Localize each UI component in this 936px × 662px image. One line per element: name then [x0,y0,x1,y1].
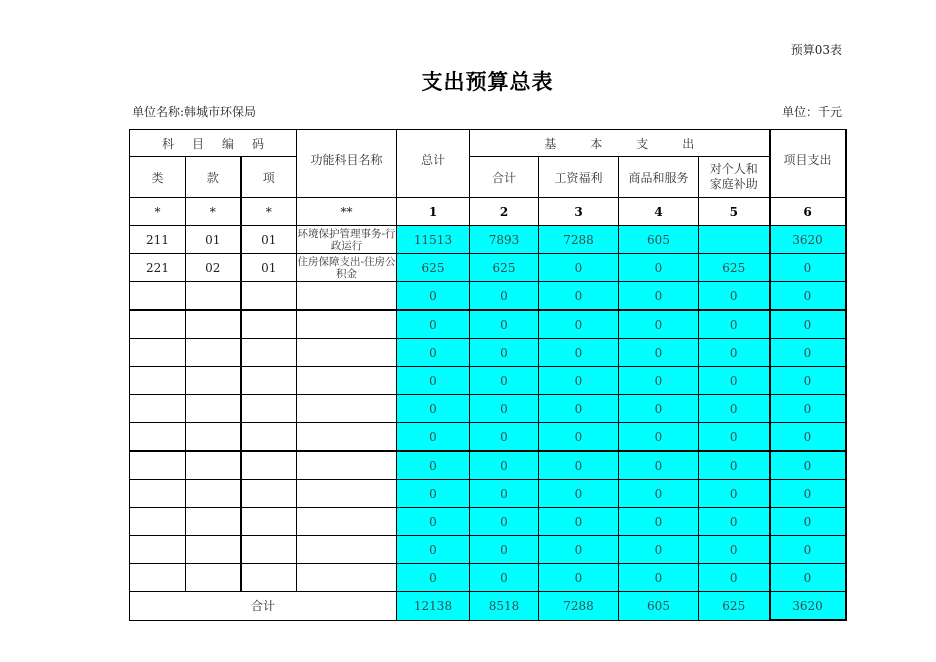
row-function-name-cell[interactable]: 住房保障支出-住房公积金 [297,255,396,280]
row-basic-total-cell[interactable]: 0 [470,395,539,423]
row-project-cell[interactable]: 3620 [770,226,846,254]
row-function-name-cell[interactable] [297,423,397,452]
table-row [130,310,846,339]
row-basic-total-cell[interactable]: 0 [470,564,539,592]
row-project-cell[interactable]: 0 [770,536,846,564]
row-function-name-cell[interactable] [297,367,397,395]
row-goods-cell[interactable]: 0 [619,254,699,282]
row-function-name-cell[interactable] [297,310,397,339]
table-row [130,480,846,508]
row-item-cell[interactable] [241,451,297,480]
row-wages-cell[interactable]: 0 [539,254,619,282]
row-class-cell[interactable] [130,367,186,395]
row-goods-cell[interactable]: 0 [619,282,699,311]
table-row [130,254,846,282]
row-project-cell[interactable]: 0 [770,508,846,536]
row-project-cell[interactable]: 0 [770,423,846,452]
row-goods-cell[interactable]: 0 [619,395,699,423]
row-item-cell[interactable] [241,395,297,423]
unit-name-label: 单位名称:韩城市环保局 [132,105,257,119]
row-project-cell[interactable]: 0 [770,310,846,339]
row-class-cell[interactable]: 211 [130,226,186,254]
row-goods-cell[interactable]: 0 [619,339,699,367]
table-row [130,508,846,536]
header-item: 项 [241,157,297,198]
row-item-cell[interactable] [241,564,297,592]
row-class-cell[interactable] [130,339,186,367]
row-wages-cell[interactable]: 0 [539,564,619,592]
row-project-cell[interactable]: 0 [770,451,846,480]
row-subsidy-cell[interactable]: 0 [699,480,770,508]
row-goods-cell[interactable]: 0 [619,480,699,508]
row-item-cell[interactable] [241,480,297,508]
index-cell: 4 [619,198,699,226]
row-wages-cell[interactable]: 0 [539,339,619,367]
row-subsidy-cell[interactable]: 0 [699,367,770,395]
row-subsidy-cell[interactable]: 0 [699,395,770,423]
row-item-cell[interactable] [241,423,297,452]
header-basic-expenditure: 基本支出 [470,130,770,157]
row-function-name-cell[interactable] [297,480,397,508]
row-total-cell[interactable]: 0 [397,451,470,480]
row-class-cell[interactable] [130,310,186,339]
row-function-name-cell[interactable] [297,536,397,564]
row-wages-cell[interactable]: 0 [539,508,619,536]
row-basic-total-cell[interactable]: 0 [470,480,539,508]
row-section-cell[interactable]: 02 [186,254,241,282]
row-goods-cell[interactable]: 0 [619,564,699,592]
row-subsidy-cell[interactable]: 0 [699,310,770,339]
index-cell: ** [297,198,397,226]
row-item-cell[interactable] [241,536,297,564]
row-item-cell[interactable] [241,282,297,311]
row-basic-total-cell[interactable]: 0 [470,536,539,564]
row-item-cell[interactable]: 01 [241,254,297,282]
table-row [130,367,846,395]
row-function-name-cell[interactable] [297,339,397,367]
index-cell: * [130,198,186,226]
row-total-cell[interactable]: 0 [397,564,470,592]
row-project-cell[interactable]: 0 [770,254,846,282]
row-wages-cell[interactable]: 7288 [539,226,619,254]
total-row-label: 合计 [130,592,397,621]
row-project-cell[interactable]: 0 [770,564,846,592]
table-row [130,536,846,564]
row-total-cell[interactable]: 0 [397,282,470,311]
index-cell: 1 [397,198,470,226]
row-section-cell[interactable] [186,310,241,339]
row-item-cell[interactable] [241,339,297,367]
index-cell: * [186,198,241,226]
header-section: 款 [186,157,241,198]
row-class-cell[interactable] [130,282,186,311]
index-cell: 3 [539,198,619,226]
header-basic-total: 合计 [470,157,539,198]
row-item-cell[interactable] [241,508,297,536]
row-function-name-cell[interactable] [297,451,397,480]
row-goods-cell[interactable]: 0 [619,508,699,536]
row-section-cell[interactable] [186,451,241,480]
total-row-project: 3620 [770,592,846,621]
row-subsidy-cell[interactable]: 0 [699,564,770,592]
header-wages-welfare: 工资福利 [539,157,619,198]
row-goods-cell[interactable]: 0 [619,423,699,452]
row-total-cell[interactable]: 0 [397,395,470,423]
row-project-cell[interactable]: 0 [770,480,846,508]
row-wages-cell[interactable]: 0 [539,536,619,564]
table-row [130,451,846,480]
row-section-cell[interactable] [186,480,241,508]
total-row-wages: 7288 [539,592,619,621]
budget-table [129,129,847,621]
row-class-cell[interactable]: 221 [130,254,186,282]
row-project-cell[interactable]: 0 [770,367,846,395]
row-goods-cell[interactable]: 605 [619,226,699,254]
index-cell: 5 [699,198,770,226]
form-number: 预算03表 [790,43,842,57]
row-project-cell[interactable]: 0 [770,339,846,367]
row-wages-cell[interactable]: 0 [539,395,619,423]
header-total: 总计 [397,130,470,198]
header-goods-services: 商品和服务 [619,157,699,198]
row-project-cell[interactable]: 0 [770,282,846,311]
index-cell: * [241,198,297,226]
total-row-total: 12138 [397,592,470,621]
row-section-cell[interactable] [186,339,241,367]
header-class: 类 [130,157,186,198]
row-section-cell[interactable] [186,564,241,592]
row-class-cell[interactable] [130,480,186,508]
row-section-cell[interactable] [186,395,241,423]
row-goods-cell[interactable]: 0 [619,367,699,395]
row-subsidy-cell[interactable]: 0 [699,451,770,480]
table-row [130,395,846,423]
row-total-cell[interactable]: 0 [397,367,470,395]
row-total-cell[interactable]: 11513 [397,226,470,254]
row-wages-cell[interactable]: 0 [539,451,619,480]
row-basic-total-cell[interactable]: 0 [470,451,539,480]
row-class-cell[interactable] [130,564,186,592]
row-wages-cell[interactable]: 0 [539,310,619,339]
row-subsidy-cell[interactable]: 0 [699,339,770,367]
header-project-expenditure: 项目支出 [770,130,846,198]
row-class-cell[interactable] [130,423,186,452]
header-function-name: 功能科目名称 [297,130,397,198]
row-section-cell[interactable] [186,423,241,452]
total-row-basic-total: 8518 [470,592,539,621]
row-basic-total-cell[interactable]: 7893 [470,226,539,254]
table-row [130,564,846,592]
row-basic-total-cell[interactable]: 0 [470,339,539,367]
row-function-name-cell[interactable] [297,282,397,311]
row-total-cell[interactable]: 0 [397,536,470,564]
row-item-cell[interactable] [241,310,297,339]
row-wages-cell[interactable]: 0 [539,282,619,311]
index-cell: 6 [770,198,846,226]
row-wages-cell[interactable]: 0 [539,367,619,395]
row-function-name-cell[interactable] [297,564,397,592]
currency-unit-label: 单位：千元 [781,105,842,119]
row-total-cell[interactable]: 0 [397,310,470,339]
row-class-cell[interactable] [130,508,186,536]
row-section-cell[interactable]: 01 [186,226,241,254]
header-personal-family-subsidy: 对个人和家庭补助 [699,157,770,198]
header-subject-code: 科目编码 [130,130,297,157]
row-class-cell[interactable] [130,451,186,480]
table-row [130,423,846,452]
row-wages-cell[interactable]: 0 [539,480,619,508]
row-project-cell[interactable]: 0 [770,395,846,423]
row-section-cell[interactable] [186,536,241,564]
row-class-cell[interactable] [130,536,186,564]
page-title: 支出预算总表 [421,69,554,94]
table-row [130,339,846,367]
row-basic-total-cell[interactable]: 0 [470,423,539,452]
row-item-cell[interactable]: 01 [241,226,297,254]
row-function-name-cell[interactable] [297,508,397,536]
row-section-cell[interactable] [186,367,241,395]
row-subsidy-cell[interactable]: 625 [699,254,770,282]
row-total-cell[interactable]: 0 [397,423,470,452]
row-total-cell[interactable]: 625 [397,254,470,282]
row-basic-total-cell[interactable]: 0 [470,310,539,339]
row-class-cell[interactable] [130,395,186,423]
total-row-subsidy: 625 [699,592,770,621]
row-item-cell[interactable] [241,367,297,395]
table-row [130,282,846,311]
row-section-cell[interactable] [186,282,241,311]
row-subsidy-cell[interactable]: 0 [699,423,770,452]
index-cell: 2 [470,198,539,226]
total-row-goods: 605 [619,592,699,621]
row-basic-total-cell[interactable]: 625 [470,254,539,282]
row-basic-total-cell[interactable]: 0 [470,508,539,536]
row-wages-cell[interactable]: 0 [539,423,619,452]
row-function-name-cell[interactable]: 环境保护管理事务-行政运行 [297,227,396,252]
row-total-cell[interactable]: 0 [397,339,470,367]
row-function-name-cell[interactable] [297,395,397,423]
total-row [130,592,846,621]
row-subsidy-cell[interactable] [699,226,770,254]
row-subsidy-cell[interactable]: 0 [699,282,770,311]
row-basic-total-cell[interactable]: 0 [470,367,539,395]
table-row [130,226,846,254]
row-section-cell[interactable] [186,508,241,536]
row-subsidy-cell[interactable]: 0 [699,508,770,536]
row-total-cell[interactable]: 0 [397,480,470,508]
row-basic-total-cell[interactable]: 0 [470,282,539,311]
row-goods-cell[interactable]: 0 [619,536,699,564]
row-subsidy-cell[interactable]: 0 [699,536,770,564]
row-goods-cell[interactable]: 0 [619,310,699,339]
row-total-cell[interactable]: 0 [397,508,470,536]
row-goods-cell[interactable]: 0 [619,451,699,480]
